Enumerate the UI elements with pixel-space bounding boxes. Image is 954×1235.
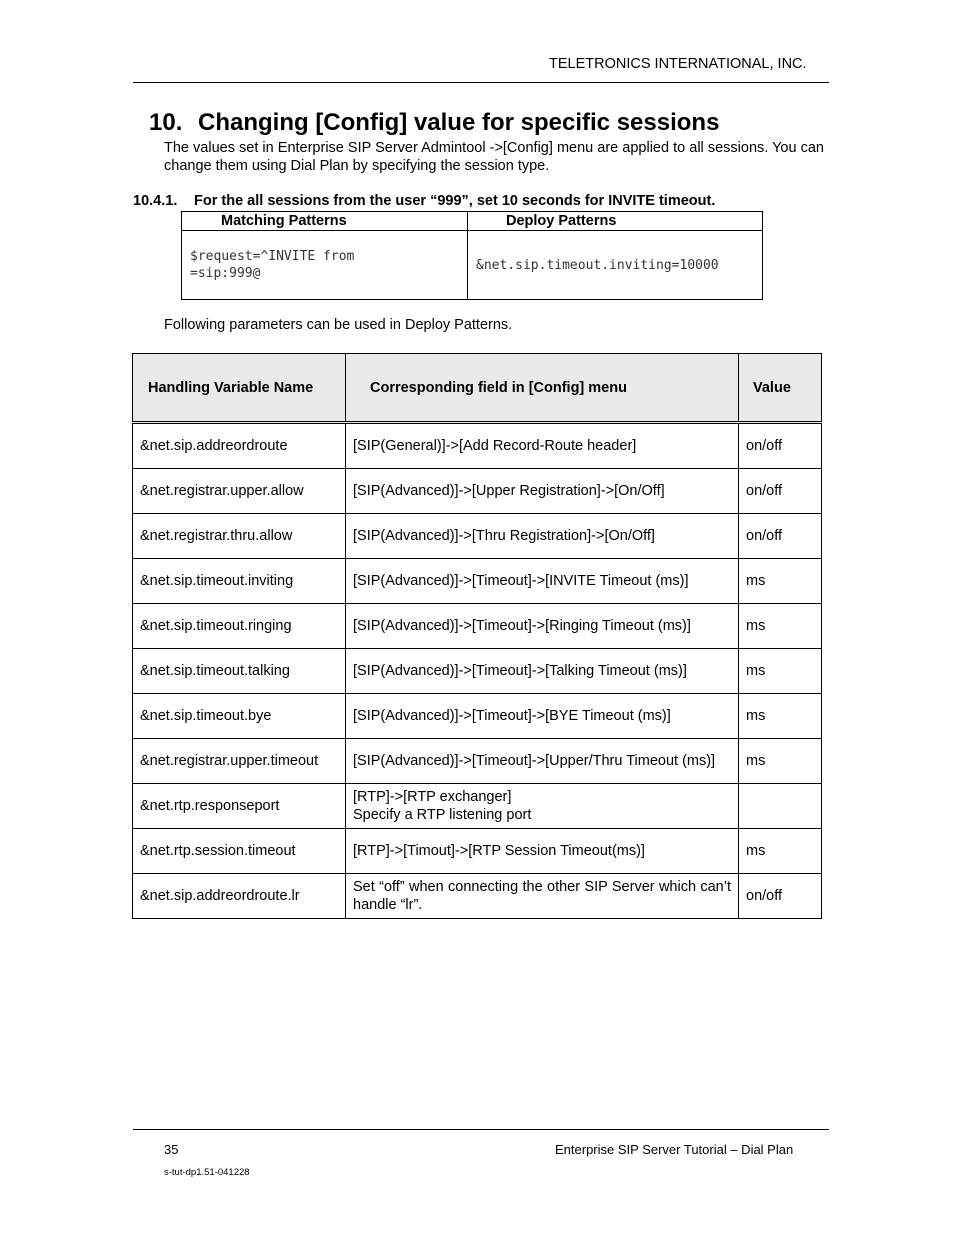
param-name: &net.registrar.upper.timeout bbox=[133, 739, 346, 784]
param-field: [SIP(Advanced)]->[Thru Registration]->[On/Off] bbox=[346, 514, 739, 559]
params-table bbox=[132, 353, 822, 919]
param-name: &net.sip.timeout.bye bbox=[133, 694, 346, 739]
table-row bbox=[133, 514, 822, 559]
following-text: Following parameters can be used in Deploy Patterns. bbox=[164, 317, 513, 333]
params-header-value: Value bbox=[739, 354, 822, 423]
param-field: Set “off” when connecting the other SIP Server which can’t handle “lr”. bbox=[346, 874, 739, 919]
param-value: ms bbox=[739, 829, 822, 874]
footer-page-number: 35 bbox=[164, 1142, 179, 1157]
table-row bbox=[133, 874, 822, 919]
section-intro: The values set in Enterprise SIP Server Admintool ->[Config] menu are applied to all sessions. You can change them using Dial Plan by specifying the session type. bbox=[164, 140, 824, 174]
table-row bbox=[133, 649, 822, 694]
params-header-field: Corresponding field in [Config] menu bbox=[346, 354, 739, 423]
footer-rule bbox=[133, 1129, 829, 1130]
param-name: &net.sip.timeout.ringing bbox=[133, 604, 346, 649]
param-field: [SIP(Advanced)]->[Timeout]->[BYE Timeout (ms)] bbox=[346, 694, 739, 739]
footer-title: Enterprise SIP Server Tutorial – Dial Plan bbox=[555, 1142, 794, 1157]
section-heading bbox=[149, 109, 719, 137]
deploy-pattern-value: &net.sip.timeout.inviting=10000 bbox=[468, 231, 763, 300]
table-row bbox=[133, 784, 822, 829]
param-field: [SIP(Advanced)]->[Timeout]->[Talking Timeout (ms)] bbox=[346, 649, 739, 694]
subsection-number: 10.4.1. bbox=[133, 193, 178, 209]
subsection-heading bbox=[133, 193, 715, 209]
matching-patterns-header: Matching Patterns bbox=[182, 212, 468, 231]
table-row bbox=[133, 469, 822, 514]
param-field: [SIP(Advanced)]->[Timeout]->[Ringing Timeout (ms)] bbox=[346, 604, 739, 649]
param-name: &net.registrar.upper.allow bbox=[133, 469, 346, 514]
table-row bbox=[133, 739, 822, 784]
table-row bbox=[133, 694, 822, 739]
param-name: &net.rtp.session.timeout bbox=[133, 829, 346, 874]
param-field-note: Specify a RTP listening port bbox=[353, 807, 532, 823]
header-rule bbox=[133, 82, 829, 83]
param-value: on/off bbox=[739, 469, 822, 514]
param-name: &net.sip.addreordroute bbox=[133, 423, 346, 469]
param-name: &net.sip.addreordroute.lr bbox=[133, 874, 346, 919]
param-value: on/off bbox=[739, 423, 822, 469]
param-value: ms bbox=[739, 694, 822, 739]
param-name: &net.sip.timeout.talking bbox=[133, 649, 346, 694]
param-name: &net.registrar.thru.allow bbox=[133, 514, 346, 559]
param-name: &net.rtp.responseport bbox=[133, 784, 346, 829]
footer-doc-code: s-tut-dp1.51-041228 bbox=[164, 1167, 250, 1178]
table-row bbox=[133, 423, 822, 469]
section-number: 10. bbox=[149, 109, 183, 136]
param-value: ms bbox=[739, 649, 822, 694]
pattern-table bbox=[181, 211, 763, 300]
table-row bbox=[133, 829, 822, 874]
param-value: on/off bbox=[739, 874, 822, 919]
table-row bbox=[133, 604, 822, 649]
matching-pattern-value: $request=^INVITE from=sip:999@ bbox=[182, 231, 468, 300]
param-value: on/off bbox=[739, 514, 822, 559]
param-value bbox=[739, 784, 822, 829]
subsection-title: For the all sessions from the user “999”, set 10 seconds for INVITE timeout. bbox=[194, 193, 716, 209]
param-name: &net.sip.timeout.inviting bbox=[133, 559, 346, 604]
table-row bbox=[133, 559, 822, 604]
param-field: [SIP(Advanced)]->[Timeout]->[Upper/Thru Timeout (ms)] bbox=[346, 739, 739, 784]
param-field: [RTP]->[RTP exchanger] Specify a RTP listening port bbox=[346, 784, 739, 829]
header-company: TELETRONICS INTERNATIONAL, INC. bbox=[549, 56, 807, 72]
param-field: [SIP(General)]->[Add Record-Route header] bbox=[346, 423, 739, 469]
param-field: [SIP(Advanced)]->[Upper Registration]->[On/Off] bbox=[346, 469, 739, 514]
deploy-patterns-header: Deploy Patterns bbox=[468, 212, 763, 231]
param-value: ms bbox=[739, 604, 822, 649]
param-value: ms bbox=[739, 559, 822, 604]
params-header-name: Handling Variable Name bbox=[133, 354, 346, 423]
param-value: ms bbox=[739, 739, 822, 784]
section-title: Changing [Config] value for specific sessions bbox=[198, 109, 720, 136]
param-field: [SIP(Advanced)]->[Timeout]->[INVITE Timeout (ms)] bbox=[346, 559, 739, 604]
param-field: [RTP]->[Timout]->[RTP Session Timeout(ms)] bbox=[346, 829, 739, 874]
